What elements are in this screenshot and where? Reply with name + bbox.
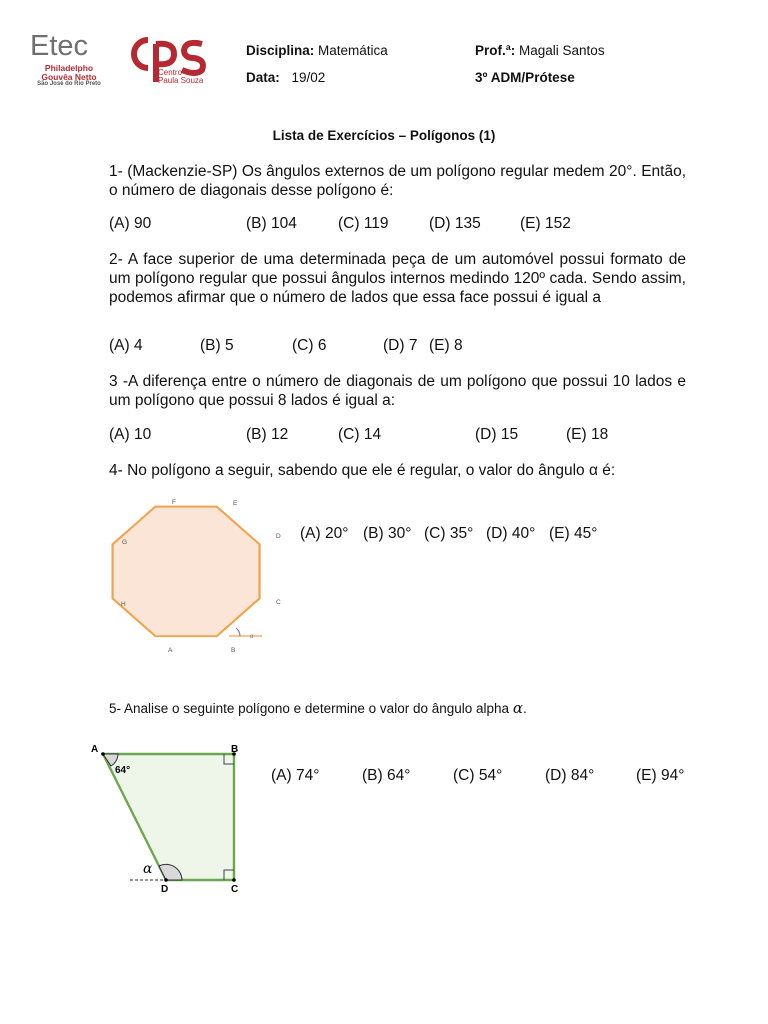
q4-option-c: (C) 35° [424, 525, 474, 542]
q3-option-c: (C) 14 [338, 426, 382, 443]
q2-option-d: (D) 7 [383, 337, 418, 354]
question-4-text: 4- No polígono a seguir, sabendo que ele é regular, o valor do ângulo α é: [109, 462, 616, 479]
q4-option-e: (E) 45° [549, 525, 598, 542]
q1-option-a: (A) 90 [109, 215, 152, 232]
q4-option-b: (B) 30° [363, 525, 412, 542]
etec-logo-city: São José do Rio Preto [37, 81, 101, 87]
vertex-g-label: G [122, 539, 128, 546]
data-row [246, 70, 325, 85]
data-value: 19/02 [291, 70, 326, 85]
q4-option-a: (A) 20° [300, 525, 349, 542]
q5-option-c: (C) 54° [453, 767, 503, 784]
disciplina-value: Matemática [318, 43, 388, 58]
q2-option-c: (C) 6 [292, 337, 327, 354]
vertex-e-label: E [233, 500, 238, 507]
trap-vertex-c-label: C [231, 884, 239, 895]
q3-option-b: (B) 12 [246, 426, 289, 443]
cps-logo-line2: Paula Souza [158, 76, 204, 85]
trapezoid-figure [88, 740, 248, 898]
data-label: Data: [246, 70, 280, 85]
vertex-a-label: A [168, 647, 173, 654]
vertex-d-label: D [276, 533, 281, 540]
prof-label: Prof.ª: [475, 43, 516, 58]
q5-option-a: (A) 74° [271, 767, 320, 784]
vertex-c-label: C [276, 599, 281, 606]
cps-logo-text [158, 69, 203, 85]
vertex-d-dot [164, 878, 168, 882]
q2-option-e: (E) 8 [429, 337, 463, 354]
angle-64-label: 64° [115, 765, 131, 776]
vertex-h-label: H [121, 601, 126, 608]
q5-option-e: (E) 94° [636, 767, 685, 784]
question-5-alpha: α [512, 699, 523, 717]
etec-logo-line1: Philadelpho [44, 63, 94, 73]
vertex-f-label: F [172, 499, 176, 506]
etec-logo: Etec [30, 30, 89, 62]
octagon-figure [112, 494, 281, 656]
q3-option-d: (D) 15 [475, 426, 519, 443]
q3-option-a: (A) 10 [109, 426, 152, 443]
q5-option-d: (D) 84° [545, 767, 595, 784]
question-2-text: 2- A face superior de uma determinada peça de um automóvel possui formato de um polígono regular que possui ângulos internos medindo 120º cada. Sendo assim, podemos afirmar que o número de lados que essa face possui é igual a [109, 251, 686, 306]
q2-option-b: (B) 5 [200, 337, 234, 354]
q1-option-d: (D) 135 [429, 215, 481, 232]
q1-option-c: (C) 119 [338, 215, 389, 232]
question-1-text: 1- (Mackenzie-SP) Os ângulos externos de um polígono regular medem 20°. Então, o número de diagonais desse polígono é: [109, 163, 686, 199]
trap-alpha-label: α [143, 861, 153, 877]
q2-option-a: (A) 4 [109, 337, 143, 354]
question-5-period: . [522, 701, 527, 716]
trap-vertex-b-label: B [231, 744, 239, 755]
question-3-text: 3 -A diferença entre o número de diagonais de um polígono que possui 10 lados e um polígono que possui 8 lados é igual a: [109, 373, 686, 409]
disciplina-label: Disciplina: [246, 43, 315, 58]
prof-value: Magali Santos [519, 43, 605, 58]
question-5-text-main: 5- Analise o seguinte polígono e determine o valor do ângulo alpha [109, 701, 510, 716]
vertex-b-label: B [231, 647, 236, 654]
vertex-c-dot [232, 878, 236, 882]
turma-label: 3º ADM/Prótese [475, 70, 575, 85]
trap-vertex-d-label: D [161, 884, 169, 895]
page-title: Lista de Exercícios – Polígonos (1) [272, 128, 496, 143]
q4-option-d: (D) 40° [486, 525, 536, 542]
octagon-alpha-label: α [250, 634, 254, 640]
prof-row [475, 43, 605, 58]
octagon-angle-arc [236, 628, 240, 636]
trap-vertex-a-label: A [91, 744, 99, 755]
octagon-shape [113, 507, 260, 637]
q1-option-b: (B) 104 [246, 215, 297, 232]
q1-option-e: (E) 152 [520, 215, 571, 232]
vertex-a-dot [101, 752, 105, 756]
etec-logo-line2: Gouvêa Netto [41, 71, 97, 82]
q3-option-e: (E) 18 [566, 426, 609, 443]
etec-logo-school [40, 64, 98, 81]
disciplina-row [246, 43, 388, 58]
q5-option-b: (B) 64° [362, 767, 411, 784]
question-5-text [109, 699, 527, 717]
cps-logo-line1: Centro [158, 68, 183, 77]
